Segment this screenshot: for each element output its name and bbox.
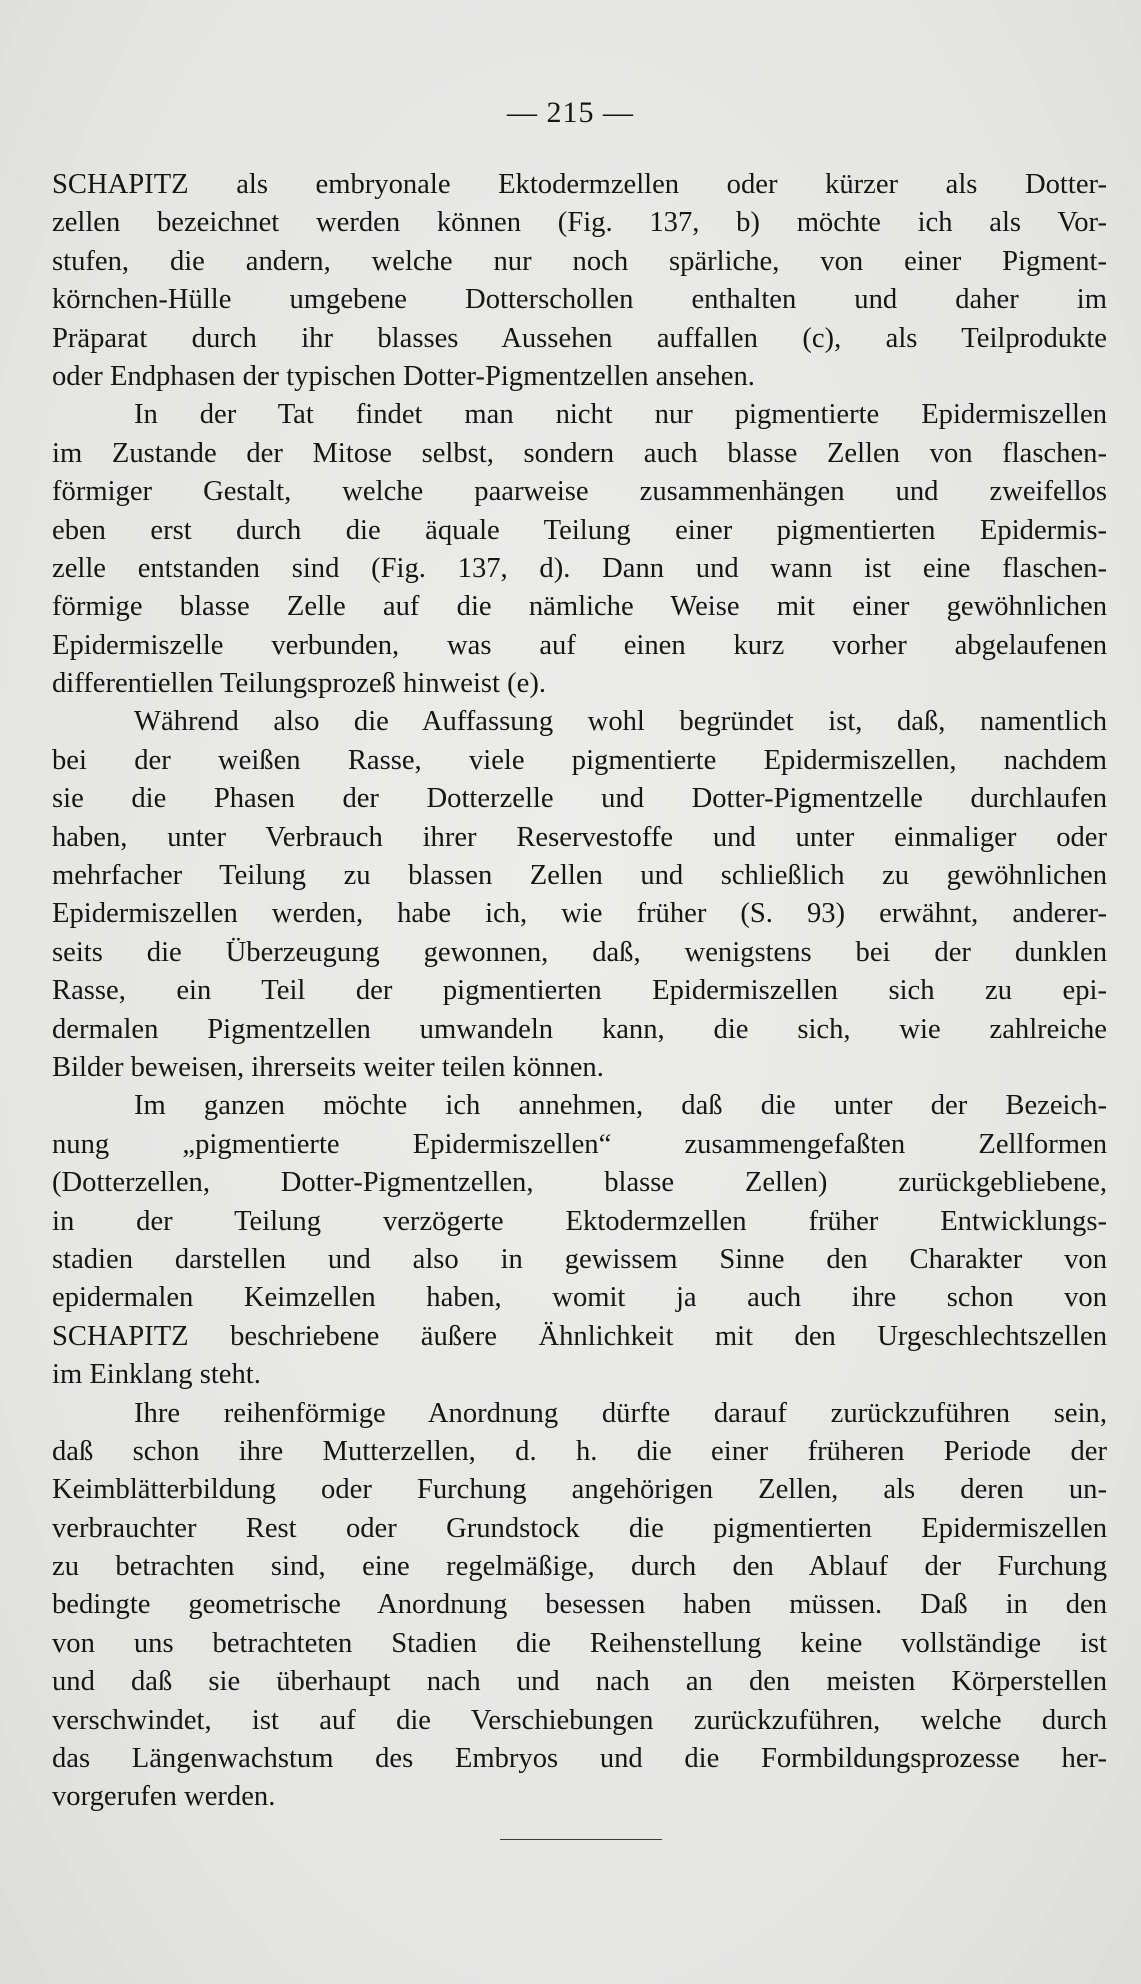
text-line: eben erst durch die äquale Teilung einer pigmentierten Epidermis- [52, 514, 1107, 546]
text-line: sie die Phasen der Dotterzelle und Dotter-Pigmentzelle durchlaufen [52, 783, 1107, 815]
text-line: im Einklang steht. [52, 1359, 261, 1391]
text-line: epidermalen Keimzellen haben, womit ja auch ihre schon von [52, 1282, 1107, 1314]
text-line: differentiellen Teilungsprozeß hinweist (e). [52, 668, 546, 700]
text-line: oder Endphasen der typischen Dotter-Pigmentzellen ansehen. [52, 360, 755, 392]
text-line: mehrfacher Teilung zu blassen Zellen und schließlich zu gewöhnlichen [52, 860, 1107, 892]
text-line: seits die Überzeugung gewonnen, daß, wenigstens bei der dunklen [52, 936, 1107, 968]
text-line: Epidermiszelle verbunden, was auf einen kurz vorher abgelaufenen [52, 629, 1107, 661]
text-line: dermalen Pigmentzellen umwandeln kann, die sich, wie zahlreiche [52, 1013, 1107, 1045]
text-line: Keimblätterbildung oder Furchung angehörigen Zellen, als deren un- [52, 1474, 1107, 1506]
text-line: im Zustande der Mitose selbst, sondern auch blasse Zellen von flaschen- [52, 437, 1107, 469]
text-line: Bilder beweisen, ihrerseits weiter teilen können. [52, 1051, 604, 1083]
text-line: Präparat durch ihr blasses Aussehen auffallen (c), als Teilprodukte [52, 322, 1107, 354]
text-line: nung „pigmentierte Epidermiszellen“ zusammengefaßten Zellformen [52, 1128, 1107, 1160]
text-line: stufen, die andern, welche nur noch spärliche, von einer Pigment- [52, 245, 1107, 277]
text-line: Im ganzen möchte ich annehmen, daß die unter der Bezeich- [134, 1090, 1107, 1122]
text-line: bedingte geometrische Anordnung besessen haben müssen. Daß in den [52, 1589, 1107, 1621]
text-line: SCHAPITZ als embryonale Ektodermzellen oder kürzer als Dotter- [52, 169, 1107, 200]
text-line: körnchen-Hülle umgebene Dotterschollen enthalten und daher im [52, 284, 1107, 316]
text-line: SCHAPITZ beschriebene äußere Ähnlichkeit mit den Urgeschlechtszellen [52, 1320, 1107, 1352]
text-line: daß schon ihre Mutterzellen, d. h. die einer früheren Periode der [52, 1435, 1107, 1467]
text-line: Rasse, ein Teil der pigmentierten Epidermiszellen sich zu epi- [52, 975, 1107, 1007]
text-line: haben, unter Verbrauch ihrer Reservestoffe und unter einmaliger oder [52, 821, 1107, 853]
text-line: Epidermiszellen werden, habe ich, wie früher (S. 93) erwähnt, anderer- [52, 898, 1107, 930]
text-line: vorgerufen werden. [52, 1781, 276, 1813]
text-line: zellen bezeichnet werden können (Fig. 137, b) möchte ich als Vor- [52, 207, 1107, 239]
end-rule [500, 1839, 662, 1840]
text-line: von uns betrachteten Stadien die Reihenstellung keine vollständige ist [52, 1627, 1107, 1659]
text-line: verschwindet, ist auf die Verschiebungen zurückzuführen, welche durch [52, 1704, 1107, 1736]
text-line: Während also die Auffassung wohl begründet ist, daß, namentlich [134, 706, 1107, 738]
text-line: verbrauchter Rest oder Grundstock die pigmentierten Epidermiszellen [52, 1512, 1107, 1544]
page-number: — 215 — [507, 96, 634, 129]
text-line: das Längenwachstum des Embryos und die Formbildungsprozesse her- [52, 1743, 1107, 1775]
text-line: In der Tat findet man nicht nur pigmentierte Epidermiszellen [134, 399, 1107, 431]
text-line: in der Teilung verzögerte Ektodermzellen früher Entwicklungs- [52, 1205, 1107, 1237]
text-line: förmige blasse Zelle auf die nämliche Weise mit einer gewöhnlichen [52, 591, 1107, 623]
text-line: förmiger Gestalt, welche paarweise zusammenhängen und zweifellos [52, 476, 1107, 508]
text-line: (Dotterzellen, Dotter-Pigmentzellen, blasse Zellen) zurückgebliebene, [52, 1167, 1107, 1199]
text-line: und daß sie überhaupt nach und nach an den meisten Körperstellen [52, 1666, 1107, 1698]
text-line: zu betrachten sind, eine regelmäßige, durch den Ablauf der Furchung [52, 1551, 1107, 1583]
text-line: zelle entstanden sind (Fig. 137, d). Dann und wann ist eine flaschen- [52, 552, 1107, 584]
text-line: stadien darstellen und also in gewissem Sinne den Charakter von [52, 1243, 1107, 1275]
body-text [52, 166, 1107, 1817]
text-line: bei der weißen Rasse, viele pigmentierte Epidermiszellen, nachdem [52, 744, 1107, 776]
text-line: Ihre reihenförmige Anordnung dürfte darauf zurückzuführen sein, [134, 1397, 1107, 1429]
